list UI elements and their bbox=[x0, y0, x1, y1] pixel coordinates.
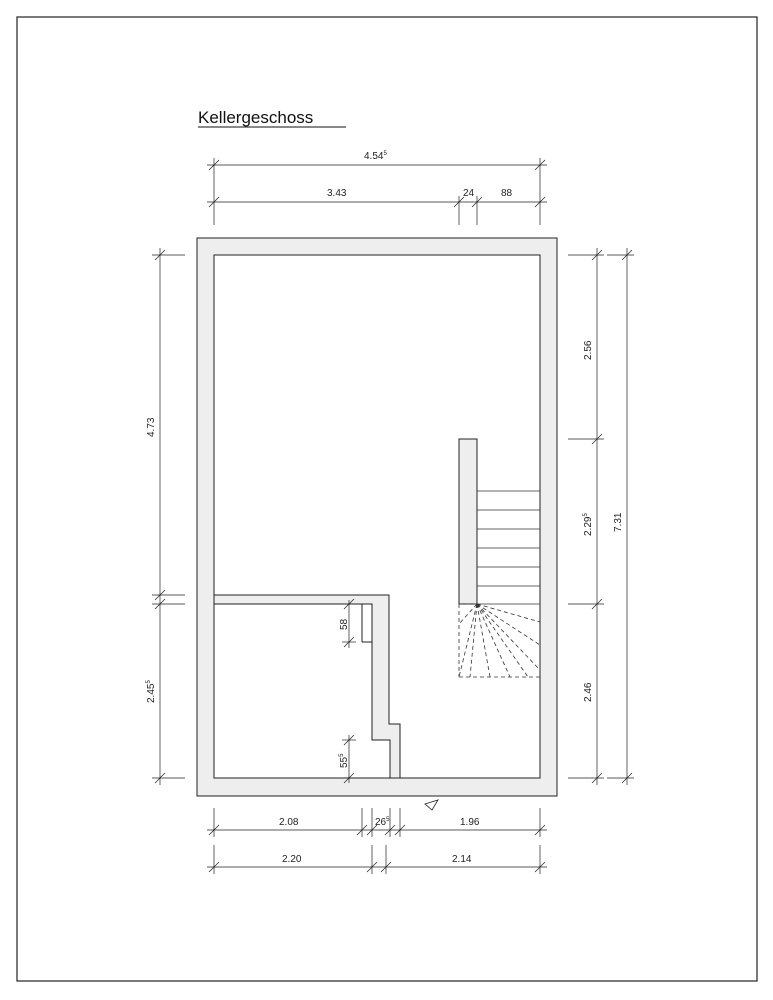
dim-left-lower: 2.45$^5$ bbox=[146, 680, 157, 703]
dim-right-upper: 2.56 bbox=[583, 340, 594, 360]
dim-inner-55: $55^5$ bbox=[339, 753, 350, 768]
dim-top-mid: 24 bbox=[463, 188, 475, 199]
stair-stringer-wall bbox=[459, 439, 477, 604]
dim-bottom-left: 2.08 bbox=[279, 817, 299, 828]
dim-top-total: 4.54$^5$ bbox=[364, 151, 387, 162]
dim-bottom2-left: 2.20 bbox=[282, 854, 302, 865]
dim-inner-58: 58 bbox=[339, 618, 350, 630]
dim-right-total: 7.31 bbox=[613, 512, 624, 532]
entrance-triangle-icon bbox=[425, 800, 438, 810]
dim-right-lower: 2.46 bbox=[583, 682, 594, 702]
dim-left-upper: 4.73 bbox=[146, 417, 157, 437]
dim-bottom2-right: 2.14 bbox=[452, 854, 472, 865]
interior-walls bbox=[214, 595, 400, 778]
dim-bottom-right: 1.96 bbox=[460, 817, 480, 828]
dim-top-right: 88 bbox=[501, 188, 513, 199]
stair-treads bbox=[477, 491, 540, 604]
dim-right-mid: 2.29$^5$ bbox=[583, 513, 594, 536]
dim-top-left: 3.43 bbox=[327, 188, 347, 199]
plan-title: Kellergeschoss bbox=[198, 108, 314, 127]
stair-winders bbox=[459, 604, 540, 677]
staircase bbox=[459, 439, 540, 677]
dim-bottom-mid: $26^5$ bbox=[375, 817, 390, 828]
sheet-border bbox=[17, 17, 757, 981]
